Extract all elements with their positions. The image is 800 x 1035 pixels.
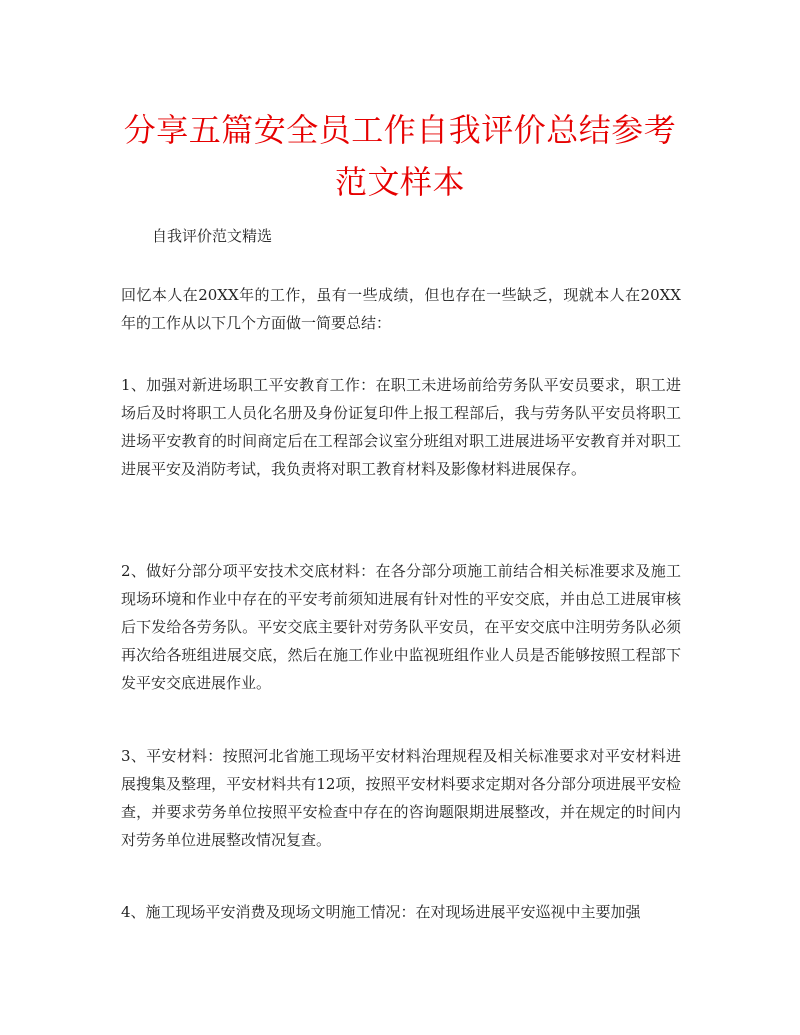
document-title: 分享五篇安全员工作自我评价总结参考范文样本 <box>123 111 677 201</box>
intro-paragraph: 回忆本人在20XX年的工作，虽有一些成绩，但也存在一些缺乏，现就本人在20XX年的工作从以下几个方面做一简要总结： <box>121 286 681 332</box>
paragraph-item-2: 2、做好分部分项平安技术交底材料：在各分部分项施工前结合相关标准要求及施工现场环境和作业中存在的平安考前须知进展有针对性的平安交底，并由总工进展审核后下发给各劳务队。平安交底主要针对劳务队平安员，在平安交底中注明劳务队必须再次给各班组进展交底，然后在施工作业中监视班组作业人员是否能够按照工程部下发平安交底进展作业。 <box>121 562 681 692</box>
paragraph-item-4: 4、施工现场平安消费及现场文明施工情况：在对现场进展平安巡视中主要加强 <box>121 903 641 921</box>
paragraph-item-1: 1、加强对新进场职工平安教育工作：在职工未进场前给劳务队平安员要求，职工进场后及时将职工人员化名册及身份证复印件上报工程部后，我与劳务队平安员将职工进场平安教育的时间商定后在工程部会议室分班组对职工进展进场平安教育并对职工进展平安及消防考试，我负责将对职工教育材料及影像材料进展保存。 <box>121 376 681 478</box>
document-subheading: 自我评价范文精选 <box>152 227 273 245</box>
paragraph-item-3: 3、平安材料：按照河北省施工现场平安材料治理规程及相关标准要求对平安材料进展搜集及整理，平安材料共有12项，按照平安材料要求定期对各分部分项进展平安检查，并要求劳务单位按照平安检查中存在的咨询题限期进展整改，并在规定的时间内对劳务单位进展整改情况复查。 <box>121 747 681 849</box>
